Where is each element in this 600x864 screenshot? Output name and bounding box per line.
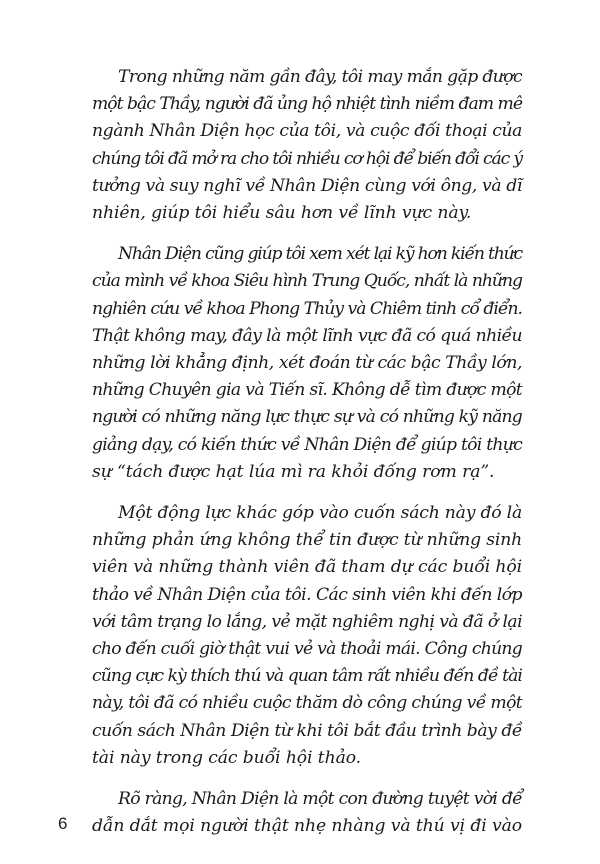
text-line: với tâm trạng lo lắng, vẻ mặt nghiêm nghị và đã ở lại xyxy=(92,611,522,632)
text-line: viên và những thành viên đã tham dự các buổi hội xyxy=(92,557,522,578)
text-line: của mình về khoa Siêu hình Trung Quốc, nhất là những xyxy=(92,271,522,292)
text-line: Trong những năm gần đây, tôi may mắn gặp được xyxy=(118,67,522,87)
text-line: cho đến cuối giờ thật vui vẻ và thoải mái. Công chúng xyxy=(92,639,522,660)
body-text xyxy=(92,64,522,854)
text-line: những Chuyên gia và Tiến sĩ. Không dễ tìm được một xyxy=(92,380,522,401)
text-line: người có những năng lực thực sự và có những kỹ năng xyxy=(92,407,522,428)
text-line: cũng cực kỳ thích thú và quan tâm rất nhiều đến đề tài xyxy=(92,666,522,687)
text-line: Một động lực khác góp vào cuốn sách này đó là xyxy=(118,503,522,524)
paragraph-3 xyxy=(92,500,522,772)
text-line: dẫn dắt mọi người thật nhẹ nhàng và thú vị đi vào xyxy=(92,816,522,837)
text-line: Rõ ràng, Nhân Diện là một con đường tuyệt vời để xyxy=(118,789,522,810)
text-line: nhiên, giúp tôi hiểu sâu hơn về lĩnh vực này. xyxy=(92,203,472,224)
text-line: những lời khẳng định, xét đoán từ các bậc Thầy lớn, xyxy=(92,353,522,374)
paragraph-1 xyxy=(92,64,522,227)
text-line: cuốn sách Nhân Diện từ khi tôi bắt đầu trình bày đề xyxy=(92,720,522,741)
text-line: Thật không may, đây là một lĩnh vực đã có quá nhiều xyxy=(92,325,522,346)
text-line: tài này trong các buổi hội thảo. xyxy=(92,747,362,768)
text-line: những phản ứng không thể tin được từ những sinh xyxy=(92,530,522,551)
text-line: Nhân Diện cũng giúp tôi xem xét lại kỹ hơn kiến thức xyxy=(118,244,522,265)
text-line: này, tôi đã có nhiều cuộc thăm dò công chúng về một xyxy=(92,693,522,714)
text-line: tưởng và suy nghĩ về Nhân Diện cùng với ông, và dĩ xyxy=(92,175,522,196)
page-number: 6 xyxy=(58,814,68,833)
text-line: thảo về Nhân Diện của tôi. Các sinh viên khi đến lớp xyxy=(92,584,522,605)
text-line: một bậc Thầy, người đã ủng hộ nhiệt tình niềm đam mê xyxy=(92,94,522,115)
paragraph-4 xyxy=(92,786,522,840)
text-line: chúng tôi đã mở ra cho tôi nhiều cơ hội để biến đổi các ý xyxy=(92,148,522,169)
text-line: sự “tách được hạt lúa mì ra khỏi đống rơm rạ”. xyxy=(92,461,495,482)
text-line: giảng dạy, có kiến thức về Nhân Diện để giúp tôi thực xyxy=(92,434,522,455)
text-line: nghiên cứu về khoa Phong Thủy và Chiêm tinh cổ điển. xyxy=(92,298,522,319)
paragraph-2 xyxy=(92,241,522,486)
text-line: ngành Nhân Diện học của tôi, và cuộc đối thoại của xyxy=(92,121,522,142)
